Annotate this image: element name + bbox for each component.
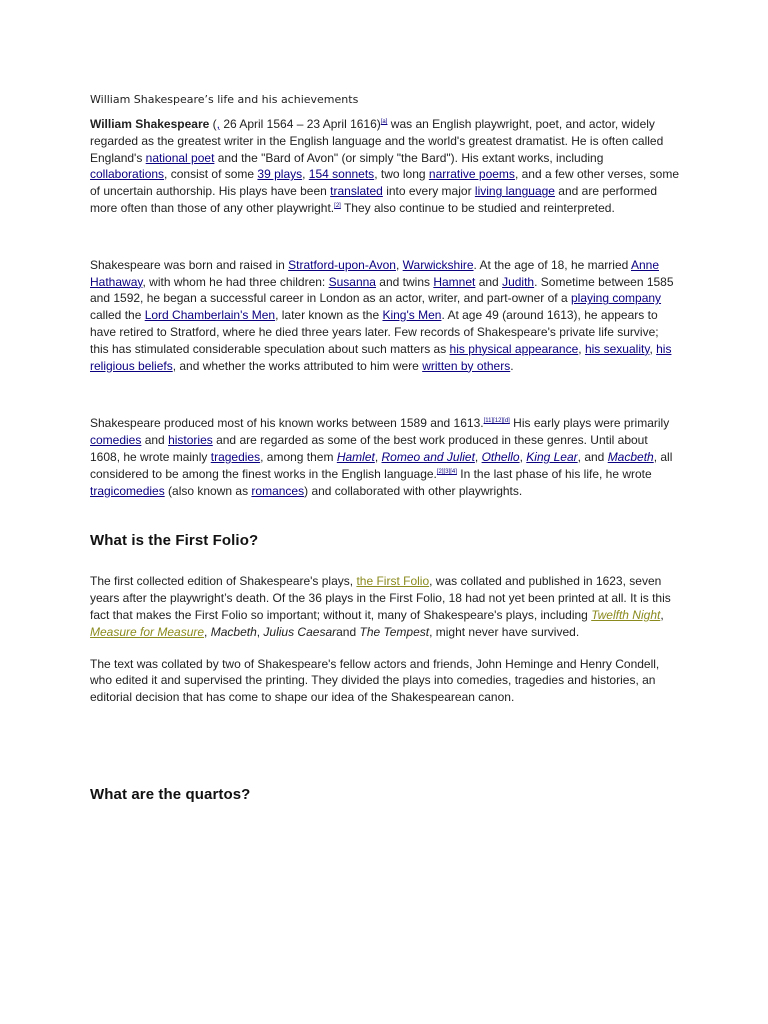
document-body (90, 93, 680, 803)
link-othello[interactable]: Othello (481, 449, 520, 464)
citation-2[interactable]: [2] (334, 202, 341, 209)
link-playing-company[interactable]: playing company (570, 291, 662, 306)
link-tragicomedies[interactable]: tragicomedies (90, 483, 165, 498)
link-macbeth[interactable]: Macbeth (607, 449, 654, 464)
link-stratford-upon-avon[interactable]: Stratford-upon-Avon (288, 257, 396, 272)
title-macbeth: Macbeth (210, 624, 257, 639)
subject-name: William Shakespeare (90, 117, 210, 131)
link-living-language[interactable]: living language (474, 184, 555, 199)
document-title: William Shakespeare’s life and his achievements (90, 93, 359, 106)
link-written-by-others[interactable]: written by others (422, 358, 511, 373)
link-judith[interactable]: Judith (502, 274, 535, 289)
link-pronunciation[interactable]: , (216, 117, 220, 131)
heading-first-folio: What is the First Folio? (90, 532, 259, 550)
link-romeo-and-juliet[interactable]: Romeo and Juliet (381, 449, 475, 464)
link-hamlet[interactable]: Hamlet (336, 449, 375, 464)
link-histories[interactable]: histories (168, 433, 213, 448)
paragraph-intro: William Shakespeare (, 26 April 1564 – 23 April 1616)[a] was an English playwright, poet, and actor, widely regarded as the greatest writer in the English language and the world's greatest dramatist. He is often called England's national poet and the "Bard of Avon" (or simply "the Bard"). His extant works, including collaborations, consist of some 39 plays, 154 sonnets, two long narrative poems, and a few other verses, some of uncertain authorship. His plays have been translated into every major living language and are performed more often than those of any other playwright.[2] They also continue to be studied and reinterpreted. (90, 117, 680, 215)
paragraph-collation: The text was collated by two of Shakespeare's fellow actors and friends, John Heminge and Henry Condell, who edited it and supervised the printing. They divided the plays into comedies, tragedies and histories, an editorial decision that has come to shape our idea of the Shakespearean canon. (90, 656, 660, 705)
link-tragedies[interactable]: tragedies (210, 449, 261, 464)
heading-quartos: What are the quartos? (90, 785, 251, 803)
link-national-poet[interactable]: national poet (145, 150, 215, 165)
link-hamnet[interactable]: Hamnet (433, 274, 476, 289)
link-sexuality[interactable]: his sexuality (584, 341, 650, 356)
link-anne-hathaway[interactable]: Anne Hathaway (90, 257, 660, 289)
paragraph-first-folio: The first collected edition of Shakespeare's plays, the First Folio, was collated and published in 1623, seven years after the playwright’s death. Of the 36 plays in the First Folio, 18 had not yet been printed at all. It is this fact that makes the First Folio so important; without it, many of Shakespeare's plays, including Twelfth Night, Measure for Measure, Macbeth, Julius Caesarand The Tempest, might never have survived. (90, 574, 671, 639)
link-39-plays[interactable]: 39 plays (257, 167, 303, 182)
link-susanna[interactable]: Susanna (328, 274, 376, 289)
link-translated[interactable]: translated (330, 184, 383, 199)
title-the-tempest: The Tempest (359, 624, 430, 639)
paragraph-early-life: Shakespeare was born and raised in Stratford-upon-Avon, Warwickshire. At the age of 18, he married Anne Hathaway, with whom he had three children: Susanna and twins Hamnet and Judith. Sometime between 1585 and 1592, he began a successful career in London as an actor, writer, and part-owner of a playing company called the Lord Chamberlain's Men, later known as the King's Men. At age 49 (around 1613), he appears to have retired to Stratford, where he died three years later. Few records of Shakespeare's private life survive; this has stimulated considerable speculation about such matters as his physical appearance, his sexuality, his religious beliefs, and whether the works attributed to him were written by others. (90, 257, 674, 373)
link-kings-men[interactable]: King's Men (382, 308, 442, 323)
link-collaborations[interactable]: collaborations (90, 167, 165, 182)
link-warwickshire[interactable]: Warwickshire (402, 257, 474, 272)
link-twelfth-night[interactable]: Twelfth Night (591, 607, 661, 622)
citation-11-12-d[interactable]: [11][12][d] (483, 418, 510, 425)
link-lord-chamberlains-men[interactable]: Lord Chamberlain's Men (144, 308, 276, 323)
link-measure-for-measure[interactable]: Measure for Measure (90, 624, 205, 639)
link-physical-appearance[interactable]: his physical appearance (449, 341, 579, 356)
title-julius-caesar: Julius Caesar (263, 624, 337, 639)
link-religious-beliefs[interactable]: his religious beliefs (90, 341, 672, 373)
citation-2-3-4[interactable]: [2][3][4] (436, 468, 457, 475)
link-romances[interactable]: romances (251, 483, 305, 498)
link-comedies[interactable]: comedies (90, 433, 142, 448)
link-king-lear[interactable]: King Lear (526, 449, 578, 464)
citation-a[interactable]: [a] (380, 119, 388, 125)
paragraph-works: Shakespeare produced most of his known works between 1589 and 1613.[11][12][d] His early plays were primarily comedies and histories and are regarded as some of the best work produced in these genres. Until about 1608, he wrote mainly tragedies, among them Hamlet, Romeo and Juliet, Othello, King Lear, and Macbeth, all considered to be among the finest works in the English language.[2][3][4] In the last phase of his life, he wrote tragicomedies (also known as romances) and collaborated with other playwrights. (90, 416, 673, 498)
link-154-sonnets[interactable]: 154 sonnets (308, 167, 375, 182)
link-narrative-poems[interactable]: narrative poems (428, 167, 515, 182)
link-the-first-folio[interactable]: the First Folio (356, 574, 430, 589)
